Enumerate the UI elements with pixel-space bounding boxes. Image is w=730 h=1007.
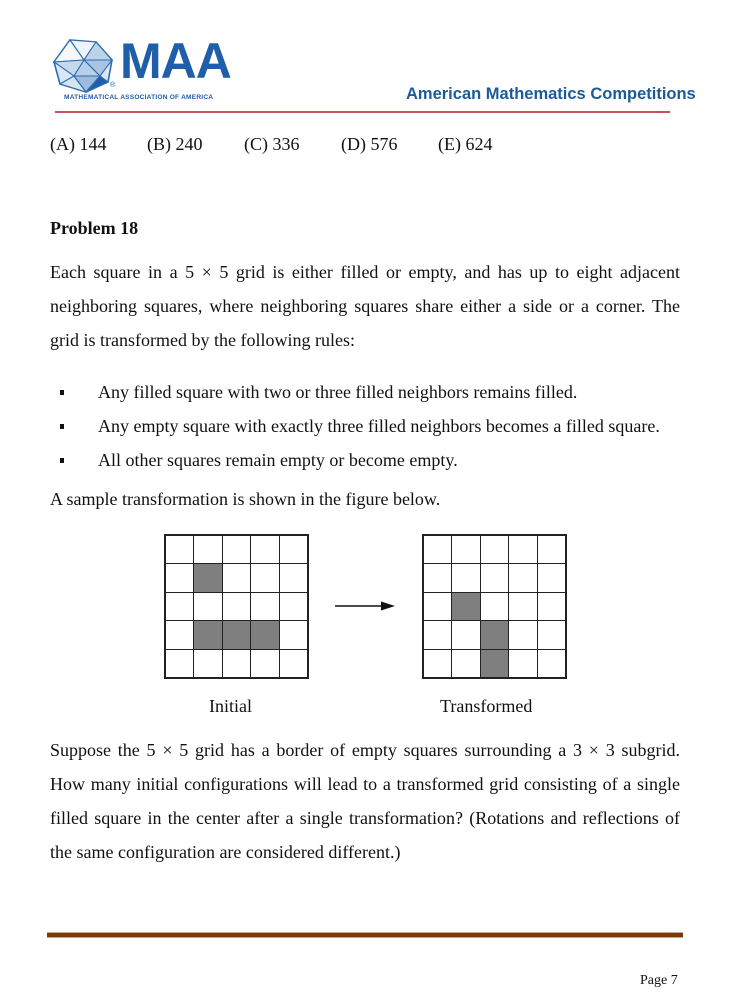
rules-list — [50, 375, 690, 477]
choice-c: (C) 336 — [244, 134, 300, 154]
grid-cell-empty — [508, 563, 538, 593]
grid-cell-empty — [537, 592, 567, 622]
grid-cell-filled — [193, 563, 223, 593]
grid-cell-empty — [480, 563, 510, 593]
sample-text: A sample transformation is shown in the figure below. — [50, 489, 441, 509]
grid-cell-empty — [279, 649, 309, 679]
rule-text: Any empty square with exactly three filled neighbors becomes a filled square. — [98, 416, 660, 436]
grid-cell-empty — [250, 535, 280, 565]
grid-cell-empty — [165, 592, 195, 622]
grid-cell-empty — [451, 535, 481, 565]
competition-title: American Mathematics Competitions — [406, 85, 696, 103]
grid-cell-filled — [480, 649, 510, 679]
grid-cell-empty — [222, 535, 252, 565]
grid-cell-empty — [222, 563, 252, 593]
rule-item — [50, 443, 690, 477]
choice-d: (D) 576 — [341, 134, 398, 154]
registered-mark: ® — [110, 82, 116, 89]
bullet-icon — [60, 390, 64, 395]
grid-cell-empty — [423, 535, 453, 565]
header-divider — [55, 111, 670, 113]
icosahedron-logo-icon — [52, 38, 114, 94]
answer-choices — [50, 134, 492, 155]
arrow-right-icon — [335, 600, 395, 612]
grid-cell-empty — [537, 620, 567, 650]
grid-cell-empty — [250, 563, 280, 593]
grid-cell-empty — [165, 535, 195, 565]
grid-cell-empty — [423, 649, 453, 679]
maa-logo — [52, 33, 231, 104]
grid-cell-filled — [480, 620, 510, 650]
grid-cell-empty — [451, 649, 481, 679]
rule-item — [50, 375, 690, 409]
problem-title: Problem 18 — [50, 218, 139, 238]
transformed-grid — [422, 534, 567, 679]
grid-cell-empty — [193, 649, 223, 679]
bullet-icon — [60, 458, 64, 463]
choice-a: (A) 144 — [50, 134, 107, 154]
grid-cell-empty — [279, 563, 309, 593]
rule-text: Any filled square with two or three filled neighbors remains filled. — [98, 382, 578, 402]
grid-cell-empty — [222, 592, 252, 622]
choice-e: (E) 624 — [438, 134, 493, 154]
grid-cell-empty — [222, 649, 252, 679]
page-number: Page 7 — [640, 973, 678, 988]
grid-cell-empty — [193, 592, 223, 622]
grid-cell-empty — [480, 592, 510, 622]
grid-cell-empty — [423, 592, 453, 622]
grid-cell-empty — [279, 535, 309, 565]
problem-intro: Each square in a 5 × 5 grid is either filled or empty, and has up to eight adjacent neighboring squares, where neighboring squares share either a side or a corner. The grid is transformed by the following rules: — [50, 262, 680, 350]
transformed-caption: Transformed — [440, 696, 533, 716]
grid-cell-empty — [250, 592, 280, 622]
grid-cell-empty — [537, 535, 567, 565]
problem-question: Suppose the 5 × 5 grid has a border of empty squares surrounding a 3 × 3 subgrid. How many initial configurations will lead to a transformed grid consisting of a single filled square in the center after a single transformation? (Rotations and reflections of the same configuration are considered different.) — [50, 740, 680, 862]
grid-cell-empty — [537, 563, 567, 593]
grid-cell-filled — [451, 592, 481, 622]
grid-cell-empty — [451, 563, 481, 593]
grid-cell-empty — [165, 563, 195, 593]
grid-cell-empty — [537, 649, 567, 679]
footer-divider — [47, 932, 683, 938]
grid-cell-filled — [193, 620, 223, 650]
grid-cell-empty — [193, 535, 223, 565]
grid-cell-empty — [423, 563, 453, 593]
grid-cell-empty — [279, 592, 309, 622]
grid-cell-empty — [508, 620, 538, 650]
initial-caption: Initial — [209, 696, 252, 716]
grid-cell-empty — [508, 535, 538, 565]
rule-item — [50, 409, 690, 443]
grid-cell-filled — [222, 620, 252, 650]
grid-cell-empty — [480, 535, 510, 565]
grid-cell-empty — [165, 649, 195, 679]
grid-cell-empty — [423, 620, 453, 650]
initial-grid — [164, 534, 309, 679]
org-name: MATHEMATICAL ASSOCIATION OF AMERICA — [64, 94, 214, 101]
rule-text: All other squares remain empty or become empty. — [98, 450, 458, 470]
grid-cell-empty — [279, 620, 309, 650]
grid-cell-empty — [250, 649, 280, 679]
grid-cell-empty — [508, 592, 538, 622]
grid-cell-empty — [451, 620, 481, 650]
grid-cell-empty — [165, 620, 195, 650]
bullet-icon — [60, 424, 64, 429]
choice-b: (B) 240 — [147, 134, 203, 154]
grid-cell-filled — [250, 620, 280, 650]
grid-cell-empty — [508, 649, 538, 679]
org-acronym: MAA — [120, 33, 231, 89]
